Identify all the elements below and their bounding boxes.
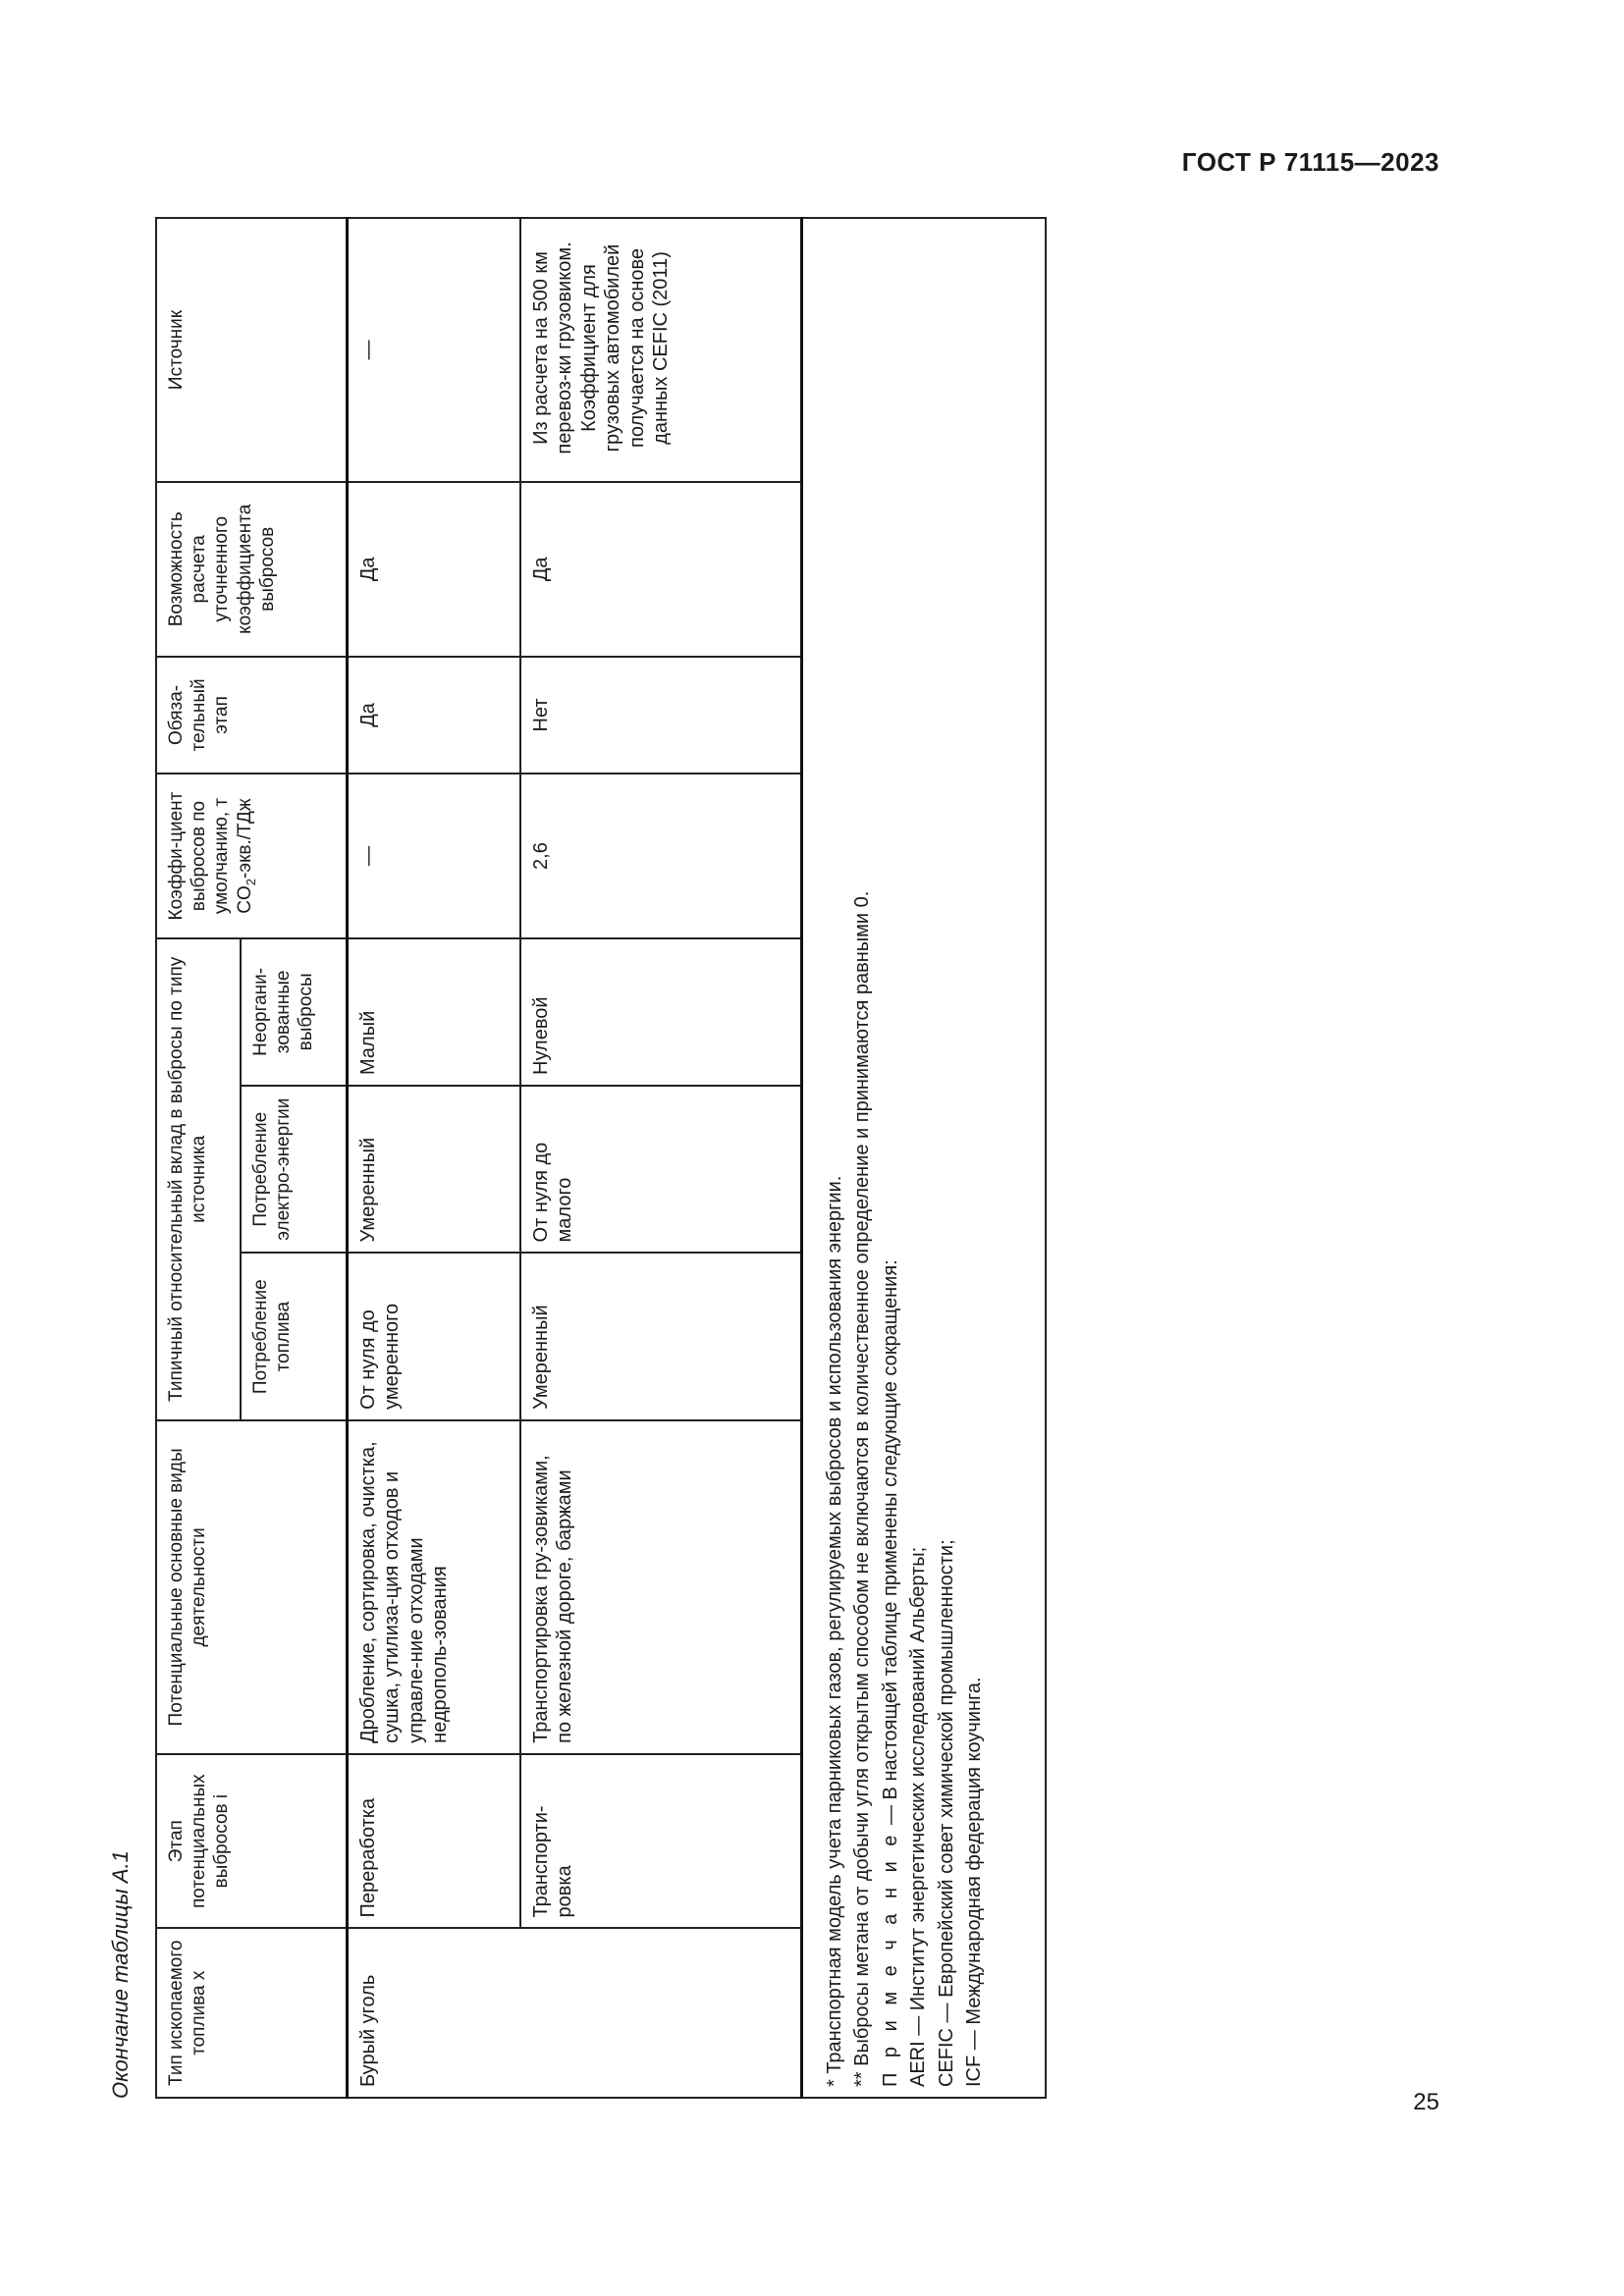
header-contribution-group: Типичный относительный вклад в выбросы по типу источника	[156, 938, 241, 1420]
footnote-double-asterisk: ** Выбросы метана от добычи угля открытым способом не включаются в количественное определение и принимаются равными 0.	[851, 890, 874, 2087]
rotated-table-block	[108, 217, 1019, 2099]
header-refined: Возможность расчета уточненного коэффициента выбросов	[156, 482, 348, 657]
header-mandatory: Обяза-тельный этап	[156, 657, 348, 774]
cell-activities: Дробление, сортировка, очистка, сушка, утилиза-ция отходов и управле-ние отходами недрополь-зования	[348, 1420, 521, 1754]
note-text: — В настоящей таблице применены следующие сокращения:	[879, 1259, 901, 1831]
header-source: Источник	[156, 218, 348, 482]
table-notes	[802, 218, 1047, 2098]
page-number: 25	[1413, 2089, 1439, 2115]
header-coefficient	[156, 774, 348, 937]
footnote-single-asterisk: * Транспортная модель учета парниковых газов, регулируемых выбросов и использования энергии.	[824, 1175, 845, 2087]
cell-source: —	[348, 218, 521, 482]
emissions-table	[155, 217, 1047, 2099]
table-row	[348, 218, 521, 2098]
cell-fugitive: Нулевой	[520, 938, 802, 1086]
standard-designation: ГОСТ Р 71115—2023	[1181, 147, 1439, 177]
cell-refined: Да	[348, 482, 521, 657]
cell-mandatory: Нет	[520, 657, 802, 774]
header-coefficient-unit: -экв./ТДж	[234, 798, 255, 879]
note-line	[877, 229, 904, 2087]
cell-stage: Переработка	[348, 1754, 521, 1929]
header-stage: Этап потенциальных выбросов i	[156, 1754, 348, 1929]
cell-activities: Транспортировка гру-зовиками, по железной дороге, баржами	[520, 1420, 802, 1754]
header-coefficient-text: Коэффи-циент выбросов по умолчанию, т CO	[166, 791, 255, 921]
note-label: П р и м е ч а н и е	[879, 1830, 901, 2087]
header-fugitive: Неоргани-зованные выбросы	[241, 938, 348, 1086]
table-caption: Окончание таблицы А.1	[108, 1850, 133, 2099]
header-electricity: Потребление электро-энергии	[241, 1086, 348, 1253]
cell-fuel-consumption: От нуля до умеренного	[348, 1253, 521, 1419]
cell-fugitive: Малый	[348, 938, 521, 1086]
cell-electricity: От нуля до малого	[520, 1086, 802, 1253]
cell-fuel-type: Бурый уголь	[348, 1928, 802, 2098]
cell-fuel-consumption: Умеренный	[520, 1253, 802, 1419]
header-fuel-type: Тип ископаемого топлива x	[156, 1928, 348, 2098]
abbreviation-cefic: CEFIC — Европейский совет химической промышленности;	[935, 1539, 957, 2087]
cell-mandatory: Да	[348, 657, 521, 774]
cell-coefficient: 2,6	[520, 774, 802, 937]
cell-refined: Да	[520, 482, 802, 657]
header-coefficient-subscript: 2	[243, 878, 258, 886]
header-activities: Потенциальные основные виды деятельности	[156, 1420, 348, 1754]
abbreviation-aeri: AERI — Институт энергетических исследований Альберты;	[907, 1546, 930, 2087]
header-fuel-consumption: Потребление топлива	[241, 1253, 348, 1419]
cell-source: Из расчета на 500 км перевоз-ки грузовиком. Коэффициент для грузовых автомобилей получается на основе данных CEFIC (2011)	[520, 218, 802, 482]
table-row	[520, 218, 802, 2098]
cell-coefficient: —	[348, 774, 521, 937]
cell-electricity: Умеренный	[348, 1086, 521, 1253]
cell-stage: Транспорти-ровка	[520, 1754, 802, 1929]
abbreviation-icf: ICF — Международная федерация коучинга.	[962, 1677, 985, 2087]
notes-row	[802, 218, 1047, 2098]
